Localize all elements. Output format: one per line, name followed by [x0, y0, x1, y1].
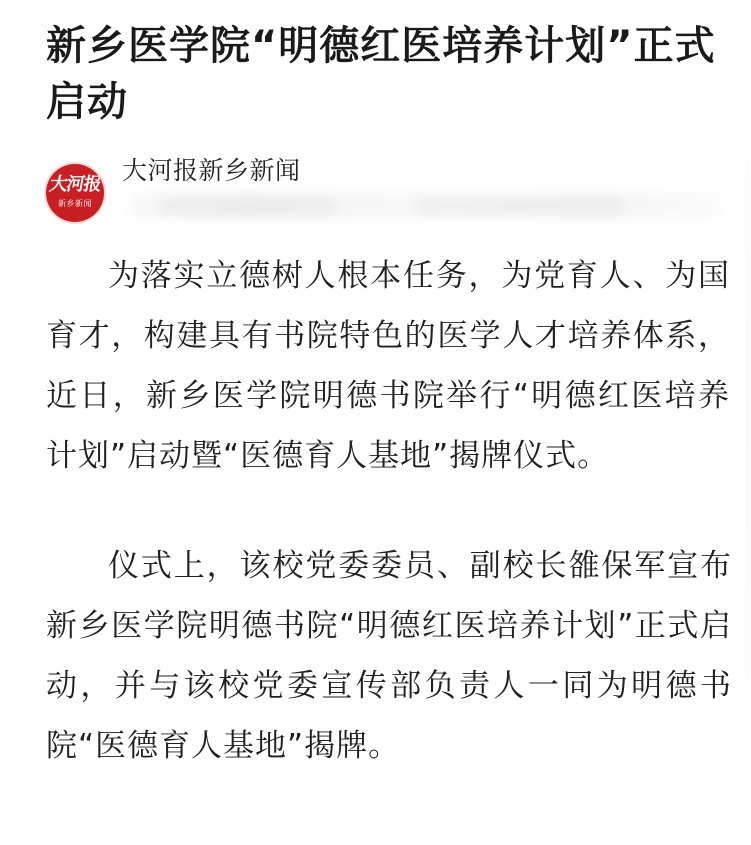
source-avatar[interactable]	[46, 164, 104, 222]
source-logo-text: 大河报	[47, 174, 103, 195]
blurred-meta-info	[128, 192, 723, 220]
source-header	[46, 156, 729, 232]
scrollbar-track[interactable]	[745, 0, 751, 845]
article-paragraph: 为落实立德树人根本任务，为党育人、为国育才，构建具有书院特色的医学人才培养体系，近日，新乡医学院明德书院举行“明德红医培养计划”启动暨“医德育人基地”揭牌仪式。	[46, 258, 730, 474]
article-title: 新乡医学院“明德红医培养计划”正式启动	[46, 23, 716, 125]
source-name[interactable]: 大河报新乡新闻	[122, 156, 301, 185]
source-logo-subtext: 新乡新闻	[58, 199, 92, 208]
article-paragraph: 仪式上，该校党委委员、副校长雒保军宣布新乡医学院明德书院“明德红医培养计划”正式启动，并与该校党委宣传部负责人一同为明德书院“医德育人基地”揭牌。	[46, 548, 732, 764]
